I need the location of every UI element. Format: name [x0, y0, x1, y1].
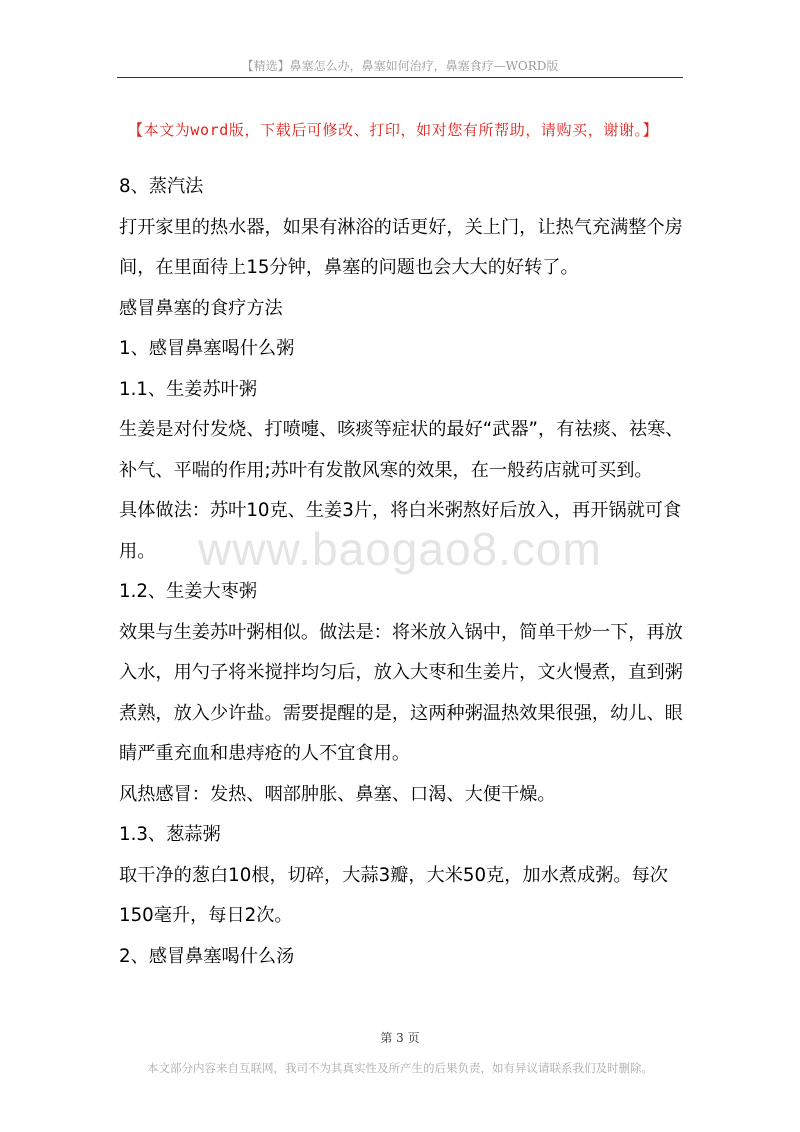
- document-body: [119, 167, 689, 977]
- page-number: 第 3 页: [380, 1031, 420, 1045]
- header-divider: [117, 77, 683, 78]
- paragraph: 具体做法：苏叶10克、生姜3片，将白米粥熬好后放入，再开锅就可食用。: [119, 500, 682, 562]
- section-heading-diet: 感冒鼻塞的食疗方法: [119, 297, 283, 319]
- section-heading-steam: 8、蒸汽法: [119, 176, 204, 197]
- section-heading-soup: 2、感冒鼻塞喝什么汤: [119, 945, 295, 967]
- subheading-ginger-perilla: 1.1、生姜苏叶粥: [119, 378, 258, 400]
- section-heading-porridge: 1、感冒鼻塞喝什么粥: [119, 338, 295, 359]
- page-header-title: 【精选】鼻塞怎么办，鼻塞如何治疗，鼻塞食疗—WORD版: [241, 59, 559, 73]
- paragraph: 取干净的葱白10根，切碎，大蒜3瓣，大米50克，加水煮成粥。每次150毫升，每日2次。: [119, 864, 668, 926]
- paragraph: 风热感冒：发热、咽部肿胀、鼻塞、口渴、大便干燥。: [119, 783, 556, 805]
- purchase-notice: 【本文为word版，下载后可修改、打印，如对您有所帮助，请购买，谢谢。】: [128, 121, 659, 139]
- paragraph: 打开家里的热水器，如果有淋浴的话更好，关上门，让热气充满整个房间，在里面待上15分钟，鼻塞的问题也会大大的好转了。: [119, 216, 683, 278]
- subheading-ginger-jujube: 1.2、生姜大枣粥: [119, 581, 258, 602]
- subheading-scallion-garlic: 1.3、葱蒜粥: [119, 824, 221, 845]
- footer-disclaimer: 本文部分内容来自互联网，我司不为其真实性及所产生的后果负责，如有异议请联系我们及时删除。: [147, 1061, 653, 1075]
- paragraph: 效果与生姜苏叶粥相似。做法是：将米放入锅中，简单干炒一下，再放入水，用勺子将米搅拌均匀后，放入大枣和生姜片，文火慢煮，直到粥煮熟，放入少许盐。需要提醒的是，这两种粥温热效果很强，幼儿、眼睛严重充血和患痔疮的人不宜食用。: [119, 621, 683, 764]
- paragraph: 生姜是对付发烧、打喷嚏、咳痰等症状的最好“武器”，有祛痰、祛寒、补气、平喘的作用;苏叶有发散风寒的效果，在一般药店就可买到。: [119, 419, 684, 481]
- watermark-text: www.baogao8.com: [198, 523, 602, 575]
